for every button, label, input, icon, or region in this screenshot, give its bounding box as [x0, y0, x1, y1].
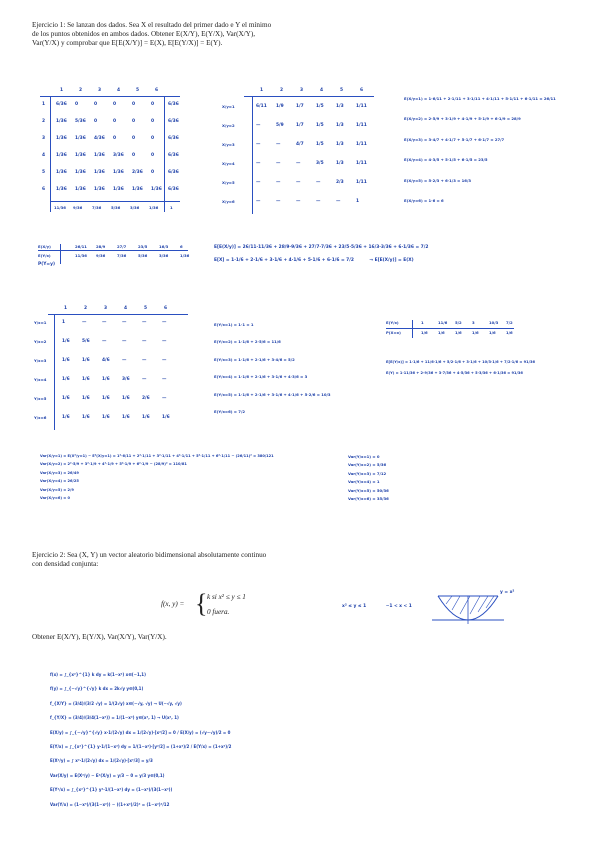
- conditional-expectations-y: [214, 322, 384, 426]
- conditional-y-given-x-table: [34, 304, 194, 438]
- eyx-line: E(Y/x=1) = 1·1 = 1: [214, 322, 254, 327]
- joint-total-cell: 7/36: [92, 205, 102, 210]
- joint-cell: 0: [151, 136, 155, 141]
- cxy-cell: —: [142, 377, 147, 382]
- cyx-cell: 1/3: [336, 123, 344, 128]
- cxy-cell: —: [162, 396, 167, 401]
- check2-line-2: E(Y) = 1·11/36 + 2·9/36 + 3·7/36 + 4·5/36 + 5·3/36 + 6·1/36 = 91/36: [386, 371, 523, 376]
- cxy-cell: —: [122, 339, 127, 344]
- ex-table-cell: 9/36: [96, 253, 106, 258]
- cxy-cell: 4/6: [102, 358, 110, 363]
- eyx-table-cell: P(X=x): [386, 330, 401, 335]
- cxy-cell: 1/6: [102, 377, 110, 382]
- cxy-cell: 1/6: [62, 339, 70, 344]
- joint-total-cell: 9/36: [73, 205, 83, 210]
- var-left-line: Var(X/y=1) = E(X²/y=1) − E²(X/y=1) = 1²·6/11 + 2²·1/11 + 3²·1/11 + 4²·1/11 + 5²·1/11 + 6²·1/11 − (26/11)² = 380/121: [40, 454, 274, 458]
- cxy-cell: —: [122, 320, 127, 325]
- cyx-cell: 1/3: [336, 142, 344, 147]
- cyx-cell: 4/7: [296, 142, 304, 147]
- eyx-line: E(Y/x=6) = 7/2: [214, 409, 245, 415]
- cyx-cell: —: [256, 180, 261, 185]
- joint-cell: 6/36: [168, 153, 179, 158]
- cxy-cell: 1/6: [62, 396, 70, 401]
- joint-cell: 1/36: [56, 153, 67, 158]
- ex-table-row-3-label: P(Y=y): [38, 262, 55, 267]
- check-expectation-x: [214, 245, 594, 264]
- exy-line: E(X/y=1) = 1·6/11 + 2·1/11 + 3·1/11 + 4·1/11 + 5·1/11 + 6·1/11 = 26/11: [404, 96, 556, 101]
- eyx-table-cell: 1/6: [455, 330, 462, 335]
- cyx-cell: —: [256, 199, 261, 204]
- cxy-cell: 5/6: [82, 339, 90, 344]
- density-case-2: 0 fuera.: [207, 608, 230, 616]
- cyx-cell: 1/5: [316, 104, 324, 109]
- joint-cell: 0: [113, 102, 117, 107]
- cxy-cell: 1/6: [122, 396, 130, 401]
- joint-total-cell: 11/36: [54, 205, 66, 210]
- cyx-row-label: X/y=5: [222, 180, 235, 185]
- ex2-work-line: f_{X/Y} = (3/4)/(3/2 √y) = 1/(2√y) x∈(−√y, √y) → U(−√y, √y): [50, 700, 182, 706]
- exercise-1-line-3: Var(Y/X) y comprobar que E[E(X/Y)] = E(X), E[E(Y/X)] = E(Y).: [32, 39, 223, 48]
- joint-row-label: 4: [42, 153, 46, 158]
- joint-col-header: 1: [60, 88, 64, 93]
- cxy-col-header: 3: [104, 306, 108, 311]
- parabola-sketch: [428, 590, 508, 630]
- var-right-line: Var(Y/x=5) = 50/36: [348, 487, 389, 493]
- joint-cell: 0: [151, 170, 155, 175]
- exercise-1-statement: [32, 21, 392, 49]
- joint-row-label: 2: [42, 119, 46, 124]
- joint-row-label: 3: [42, 136, 46, 141]
- ex-table-cell: 6: [180, 244, 183, 249]
- cyx-col-header: 1: [260, 88, 264, 93]
- joint-cell: 1/36: [56, 136, 67, 141]
- cxy-cell: 1/6: [62, 358, 70, 363]
- ex2-work-line: f(y) = ∫_{−√y}^{√y} k dx = 2k√y y∈(0,1): [50, 686, 144, 692]
- cyx-cell: 5/9: [276, 123, 284, 128]
- eyx-table-cell: 1/6: [472, 330, 479, 335]
- var-right-line: Var(Y/x=4) = 1: [348, 479, 380, 485]
- var-left-line: Var(X/y=2) = 2²·5/9 + 3²·1/9 + 4²·1/9 + 5²·1/9 + 6²·1/9 − (28/9)² = 110/81: [40, 462, 187, 467]
- cyx-col-header: 5: [340, 88, 344, 93]
- cxy-cell: 1/6: [82, 377, 90, 382]
- density-formula: [161, 588, 311, 624]
- region-ineq: x² ≤ y ≤ 1: [342, 604, 367, 609]
- cyx-cell: 1/5: [316, 142, 324, 147]
- eyx-line: E(Y/x=4) = 1·1/6 + 2·1/6 + 3·1/6 + 4·3/6 = 3: [214, 374, 308, 380]
- region-x-range: −1 < x < 1: [385, 604, 412, 609]
- exercise-2-statement: [32, 551, 362, 569]
- cyx-cell: —: [276, 161, 281, 166]
- joint-cell: 1/36: [56, 187, 67, 192]
- cxy-cell: —: [102, 339, 107, 344]
- eyx-table-cell: 5/2: [455, 320, 462, 325]
- joint-cell: 6/36: [168, 170, 179, 175]
- eyx-table-cell: 10/3: [489, 320, 499, 325]
- eyx-table-cell: 3: [472, 320, 475, 325]
- joint-cell: 0: [132, 102, 136, 107]
- cxy-cell: 1/6: [82, 396, 90, 401]
- joint-distribution-table: [40, 86, 190, 220]
- eyx-table-cell: 1/6: [438, 330, 445, 335]
- cyx-row-label: X/y=2: [222, 123, 235, 128]
- cxy-cell: —: [142, 358, 147, 363]
- joint-row-label: 6: [42, 187, 46, 192]
- joint-cell: 0: [132, 119, 136, 124]
- cyx-cell: 1/11: [356, 123, 367, 128]
- joint-col-header: 3: [98, 88, 102, 93]
- joint-col-header: 2: [79, 88, 83, 93]
- exercise-2-line-2: con densidad conjunta:: [32, 560, 99, 569]
- cxy-cell: —: [162, 339, 167, 344]
- joint-cell: 0: [113, 136, 117, 141]
- cyx-cell: —: [296, 180, 301, 185]
- cyx-cell: —: [276, 180, 281, 185]
- ex-table-cell: 1/36: [180, 253, 190, 258]
- ex2-work-list: [50, 672, 570, 807]
- exy-line: E(X/y=5) = 5·2/3 + 6·1/3 = 16/3: [404, 177, 471, 183]
- cyx-cell: —: [256, 123, 261, 128]
- cxy-cell: 1/6: [102, 396, 110, 401]
- cxy-col-header: 5: [144, 306, 148, 311]
- cyx-cell: —: [336, 199, 341, 204]
- ex2-work-line: E(Y/x) = ∫_{x²}^{1} y·1/(1−x²) dy = 1/(1−x²)·[y²/2] = (1+x²)/2 / E(Y/x) = (1+x²)/2: [50, 744, 232, 750]
- density-lhs: f(x, y) =: [161, 600, 185, 608]
- var-right-line: Var(Y/x=6) = 35/36: [348, 496, 389, 502]
- joint-total-cell: 5/36: [111, 205, 121, 210]
- cxy-cell: 1/6: [62, 415, 70, 420]
- eyx-line: E(Y/x=3) = 1·1/6 + 2·1/6 + 3·4/6 = 5/2: [214, 356, 295, 362]
- joint-row-label: 1: [42, 102, 46, 107]
- cxy-cell: 1/6: [82, 415, 90, 420]
- joint-cell: 2/36: [132, 170, 143, 175]
- conditional-x-given-y-table: [222, 86, 382, 220]
- cxy-cell: 2/6: [142, 396, 150, 401]
- eyx-table-cell: 1: [421, 320, 424, 325]
- joint-cell: 0: [132, 136, 136, 141]
- joint-col-header: 4: [117, 88, 121, 93]
- joint-cell: 0: [75, 102, 79, 107]
- cxy-cell: 1/6: [142, 415, 150, 420]
- joint-cell: 5/36: [75, 119, 86, 124]
- joint-cell: 1/36: [56, 119, 67, 124]
- ex-table-cell: 7/36: [117, 253, 127, 258]
- exy-list: [404, 96, 594, 203]
- cyx-cell: 3/5: [316, 161, 324, 166]
- cyx-cell: 2/3: [336, 180, 344, 185]
- check2-line-1: E[E(Y/x)] = 1·1/6 + 11/6·1/6 + 5/2·1/6 + 3·1/6 + 10/3·1/6 + 7/2·1/6 = 91/36: [386, 360, 535, 364]
- joint-cell: 6/36: [56, 102, 67, 107]
- expectation-summary-table: [38, 244, 208, 272]
- cxy-cell: 1/6: [82, 358, 90, 363]
- cxy-cell: —: [122, 358, 127, 363]
- joint-cell: 1/36: [75, 153, 86, 158]
- cxy-col-header: 4: [124, 306, 128, 311]
- ex2-work-line: E(X²/y) = ∫ x²·1/(2√y) dx = 1/(2√y)·[x³/3] = y/3: [50, 758, 153, 764]
- cyx-cell: 1/11: [356, 104, 367, 109]
- cxy-cell: —: [102, 320, 107, 325]
- cxy-cell: 1: [62, 320, 66, 325]
- cyx-col-header: 2: [280, 88, 284, 93]
- cyx-cell: —: [256, 161, 261, 166]
- joint-total-cell: 3/36: [130, 205, 140, 210]
- cxy-cell: —: [82, 320, 87, 325]
- density-case-1: k si x² ≤ y ≤ 1: [207, 593, 246, 601]
- var-right-line: Var(Y/x=2) = 5/36: [348, 462, 387, 468]
- check-line-2: E[X] = 1·1/6 + 2·1/6 + 3·1/6 + 4·1/6 + 5·1/6 + 6·1/6 = 7/2: [214, 258, 354, 264]
- joint-cell: 0: [113, 119, 117, 124]
- curve-label: y = x²: [500, 590, 515, 595]
- cyx-cell: 6/11: [256, 104, 267, 109]
- ex-table-cell: 28/9: [96, 244, 106, 249]
- joint-cell: 6/36: [168, 187, 179, 192]
- cyx-cell: 1/3: [336, 104, 344, 109]
- cyx-col-header: 3: [300, 88, 304, 93]
- joint-cell: 3/36: [113, 153, 124, 158]
- check-conclusion: → E[E(X/y)] = E(X): [369, 258, 414, 264]
- joint-cell: 0: [94, 119, 98, 124]
- cxy-cell: 1/6: [102, 415, 110, 420]
- joint-cell: 1/36: [113, 170, 124, 175]
- cyx-cell: 1/5: [316, 123, 324, 128]
- joint-cell: 0: [94, 102, 98, 107]
- var-left-line: Var(X/y=6) = 0: [40, 496, 71, 501]
- eyx-table-cell: 1/6: [421, 330, 428, 335]
- cxy-cell: 3/6: [122, 377, 130, 382]
- expectation-y-table: [386, 320, 526, 344]
- cxy-cell: —: [162, 358, 167, 363]
- ex-table-cell: 27/7: [117, 244, 127, 249]
- cyx-cell: 1/11: [356, 180, 367, 185]
- joint-cell: 0: [151, 102, 155, 107]
- brace-icon: {: [195, 589, 208, 618]
- joint-total-cell: 1: [170, 205, 173, 210]
- ex-table-cell: 5/36: [138, 253, 148, 258]
- cyx-row-label: X/y=6: [222, 199, 235, 204]
- cyx-cell: 1/9: [276, 104, 284, 109]
- cyx-cell: —: [316, 180, 321, 185]
- exy-line: E(X/y=3) = 3·4/7 + 4·1/7 + 5·1/7 + 6·1/7 = 27/7: [404, 136, 505, 142]
- cxy-cell: —: [162, 320, 167, 325]
- var-left-line: Var(X/y=5) = 2/9: [40, 487, 74, 492]
- cyx-cell: 1/3: [336, 161, 344, 166]
- ex-table-cell: 16/3: [159, 244, 169, 249]
- cxy-col-header: 1: [64, 306, 68, 311]
- exy-line: E(X/y=2) = 2·5/9 + 3·1/9 + 4·1/9 + 5·1/9 + 6·1/9 = 28/9: [404, 116, 521, 122]
- cxy-row-label: Y/x=2: [34, 339, 47, 344]
- cxy-cell: —: [142, 339, 147, 344]
- ex2-work-line: E(Y²/x) = ∫_{x²}^{1} y²·1/(1−x²) dy = (1−x⁶)/(3(1−x²)): [50, 787, 173, 793]
- cyx-cell: 1/11: [356, 142, 367, 147]
- joint-cell: 1/36: [75, 187, 86, 192]
- joint-row-label: 5: [42, 170, 46, 175]
- cxy-col-header: 6: [164, 306, 168, 311]
- exercise-2-ask: Obtener E(X/Y), E(Y/X), Var(X/Y), Var(Y/X).: [32, 633, 167, 641]
- joint-cell: 6/36: [168, 102, 179, 107]
- ex-table-cell: 11/36: [75, 253, 87, 258]
- ex-table-cell: 23/5: [138, 244, 148, 249]
- conditional-expectations-x: [404, 96, 594, 218]
- eyx-list: [214, 322, 384, 414]
- joint-cell: 1/36: [151, 187, 162, 192]
- region-annotation: [342, 604, 412, 609]
- cxy-row-label: Y/x=5: [34, 396, 47, 401]
- joint-cell: 6/36: [168, 119, 179, 124]
- cxy-row-label: Y/x=4: [34, 377, 47, 382]
- cyx-cell: 1/11: [356, 161, 367, 166]
- ex2-work-line: Var(Y/x) = (1−x⁶)/(3(1−x²)) − ((1+x²)/2)² = (1−x²)²/12: [50, 801, 170, 807]
- var-right-line: Var(Y/x=3) = 7/12: [348, 470, 387, 476]
- cyx-cell: —: [276, 142, 281, 147]
- cyx-cell: —: [296, 161, 301, 166]
- joint-cell: 0: [151, 119, 155, 124]
- eyx-table-cell: 7/2: [506, 320, 513, 325]
- joint-total-cell: 1/36: [149, 205, 159, 210]
- ex2-work-line: f(x) = ∫_{x²}^{1} k dy = k(1−x²) x∈(−1,1): [50, 672, 146, 677]
- exercise-1-line-1: Ejercicio 1: Se lanzan dos dados. Sea X el resultado del primer dado e Y el mínimo: [32, 21, 272, 29]
- cxy-col-header: 2: [84, 306, 88, 311]
- ex-table-cell: 3/36: [159, 253, 169, 258]
- cyx-row-label: X/y=1: [222, 104, 235, 109]
- joint-cell: 1/36: [94, 170, 105, 175]
- cxy-cell: —: [162, 377, 167, 382]
- cyx-col-header: 6: [360, 88, 364, 93]
- joint-cell: 1/36: [132, 187, 143, 192]
- cyx-cell: —: [276, 199, 281, 204]
- ex2-work-line: f_{Y/X} = (3/4)/(3/4(1−x²)) = 1/(1−x²) y∈(x², 1) → U(x², 1): [50, 715, 179, 721]
- cyx-cell: 1/7: [296, 123, 304, 128]
- exy-line: E(X/y=4) = 4·3/5 + 5·1/5 + 6·1/5 = 23/5: [404, 157, 488, 163]
- exercise-2-work: [50, 672, 570, 816]
- cxy-cell: 1/6: [122, 415, 130, 420]
- joint-col-header: 5: [136, 88, 140, 93]
- variances-y-given-x: [348, 454, 468, 504]
- joint-cell: 0: [151, 153, 155, 158]
- eyx-line: E(Y/x=5) = 1·1/6 + 2·1/6 + 3·1/6 + 4·1/6 + 5·2/6 = 10/3: [214, 391, 331, 397]
- cyx-cell: —: [296, 199, 301, 204]
- ex-table-cell: E(Y/x): [38, 253, 51, 258]
- eyx-line: E(Y/x=2) = 1·1/6 + 2·5/6 = 11/6: [214, 339, 281, 345]
- var-left-list: [40, 454, 340, 501]
- variances-x-given-y: [40, 454, 340, 504]
- ex-table-cell: E(X/y): [38, 244, 51, 249]
- var-left-line: Var(X/y=3) = 26/49: [40, 470, 79, 475]
- cxy-cell: 1/6: [62, 377, 70, 382]
- cyx-cell: —: [316, 199, 321, 204]
- var-left-line: Var(X/y=4) = 26/25: [40, 479, 79, 484]
- cxy-row-label: Y/x=6: [34, 415, 47, 420]
- joint-col-header: 6: [155, 88, 159, 93]
- cyx-cell: 1/7: [296, 104, 304, 109]
- joint-cell: 1/36: [94, 187, 105, 192]
- exy-line: E(X/y=6) = 1·6 = 6: [404, 198, 444, 204]
- joint-cell: 1/36: [113, 187, 124, 192]
- joint-cell: 1/36: [75, 136, 86, 141]
- joint-cell: 6/36: [168, 136, 179, 141]
- ex2-work-line: Var(X/y) = E(X²/y) − E²(X/y) = y/3 − 0 = y/3 y∈(0,1): [50, 772, 165, 778]
- check-expectation-y: [386, 360, 596, 377]
- var-right-line: Var(Y/x=1) = 0: [348, 454, 380, 459]
- cyx-col-header: 4: [320, 88, 324, 93]
- eyx-table-cell: 1/6: [489, 330, 496, 335]
- cxy-row-label: Y/x=1: [34, 320, 47, 325]
- joint-cell: 1/36: [94, 153, 105, 158]
- var-right-list: [348, 454, 468, 501]
- joint-cell: 4/36: [94, 136, 105, 141]
- cyx-cell: —: [256, 142, 261, 147]
- cyx-row-label: X/y=4: [222, 161, 235, 166]
- joint-cell: 1/36: [75, 170, 86, 175]
- cxy-row-label: Y/x=3: [34, 358, 47, 363]
- joint-cell: 1/36: [56, 170, 67, 175]
- eyx-table-cell: 11/6: [438, 320, 448, 325]
- ex2-work-line: E(X/y) = ∫_{−√y}^{√y} x·1/(2√y) dx = 1/(2√y)·[x²/2] = 0 / E(X/y) = (√y−√y)/2 = 0: [50, 729, 231, 735]
- cyx-row-label: X/y=3: [222, 142, 235, 147]
- check-line-1: E[E(X/y)] = 26/11·11/36 + 28/9·9/36 + 27/7·7/36 + 23/5·5/36 + 16/3·3/36 + 6·1/36 = 7/2: [214, 245, 429, 250]
- cyx-cell: 1: [356, 199, 360, 204]
- eyx-table-cell: E(Y/x): [386, 320, 399, 325]
- cxy-cell: —: [142, 320, 147, 325]
- eyx-table-cell: 1/6: [506, 330, 513, 335]
- cxy-cell: 1/6: [162, 415, 170, 420]
- exercise-1-line-2: de los puntos obtenidos en ambos dados. Obtener E(X/Y), E(Y/X), Var(X/Y),: [32, 30, 256, 39]
- joint-cell: 0: [132, 153, 136, 158]
- exercise-2-line-1: Ejercicio 2: Sea (X, Y) un vector aleatorio bidimensional absolutamente continuo: [32, 551, 267, 559]
- ex-table-cell: 26/11: [75, 244, 87, 249]
